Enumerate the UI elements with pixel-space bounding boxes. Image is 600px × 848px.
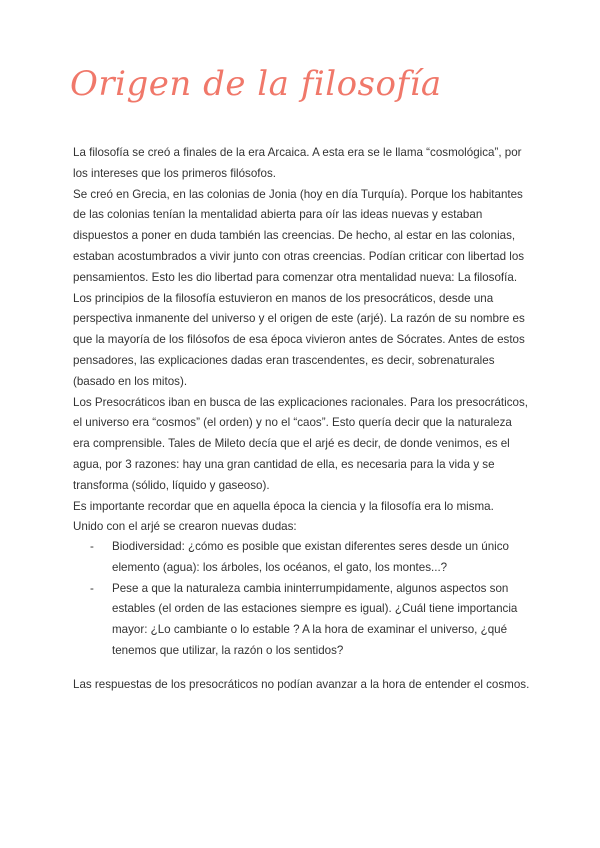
list-item (90, 579, 530, 662)
paragraph-science-philosophy: Es importante recordar que en aquella época la ciencia y la filosofía era lo misma. (73, 499, 494, 513)
list-dash-marker: - (90, 540, 94, 553)
doubts-list (90, 537, 530, 662)
list-item (90, 537, 530, 579)
paragraph-new-doubts: Unido con el arjé se crearon nuevas dudas: (73, 520, 297, 534)
document-body (73, 143, 531, 538)
paragraph-origin-greece: Se creó en Grecia, en las colonias de Jonia (hoy en día Turquía). Porque los habitantes de las colonias tenían la mentalidad abierta para oír las ideas nuevas y estaban dispuestos a poner en duda también las creencias. De hecho, al estar en las colonias, estaban acostumbrados a vivir junto con otras creencias. Podían criticar con libertad los pensamientos. Esto les dio libertad para comenzar otra mentalidad nueva: La filosofía. (73, 187, 525, 284)
list-item-text: Pese a que la naturaleza cambia ininterrumpidamente, algunos aspectos son estables (el orden de las estaciones siempre es igual). ¿Cuál tiene importancia mayor: ¿Lo cambiante o lo estable ? A la hora de examinar el universo, ¿qué tenemos que utilizar, la razón o los sentidos? (112, 581, 518, 657)
paragraph-rational-explanations: Los Presocráticos iban en busca de las explicaciones racionales. Para los presocráticos, el universo era “cosmos” (el orden) y no el “caos”. Esto quería decir que la naturaleza era comprensible. Tales de Mileto decía que el arjé es decir, de donde venimos, es el agua, por 3 razones: hay una gran cantidad de ella, es necesaria para la vida y se transforma (sólido, líquido y gaseoso). (73, 395, 528, 492)
document-title: Origen de la filosofía (70, 64, 442, 104)
list-dash-marker: - (90, 581, 94, 595)
paragraph-intro: La filosofía se creó a finales de la era Arcaica. A esta era se le llama “cosmológica”, por los intereses que los primeros filósofos. (73, 146, 522, 180)
paragraph-conclusion: Las respuestas de los presocráticos no podían avanzar a la hora de entender el cosmos. (73, 678, 530, 691)
paragraph-presocratics: Los principios de la filosofía estuvieron en manos de los presocráticos, desde una perspectiva inmanente del universo y el origen de este (arjé). La razón de su nombre es que la mayoría de los filósofos de esa época vivieron antes de Sócrates. Antes de estos pensadores, las explicaciones dadas eran trascendentes, es decir, sobrenaturales (basado en los mitos). (73, 291, 525, 388)
list-item-text: Biodiversidad: ¿cómo es posible que existan diferentes seres desde un único elemento (agua): los árboles, los océanos, el gato, los montes...? (112, 540, 509, 574)
